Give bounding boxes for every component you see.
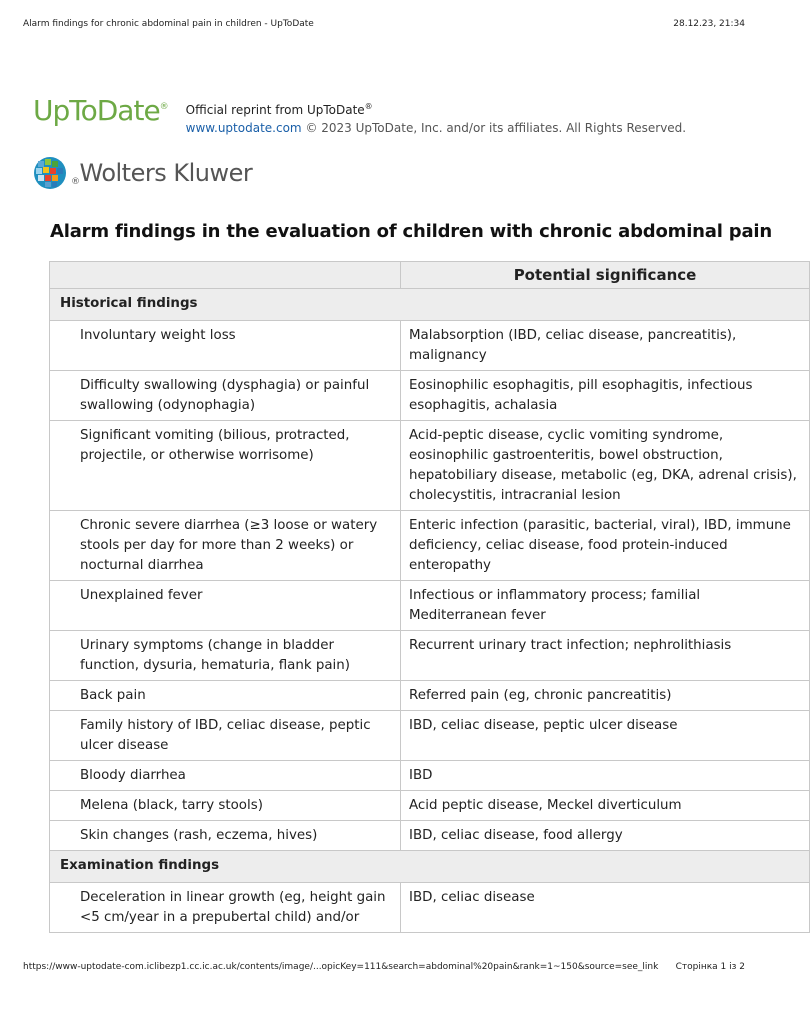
table-row — [50, 791, 810, 821]
print-footer-page: Сторінка 1 із 2 — [675, 962, 745, 972]
significance-cell: IBD, celiac disease, food allergy — [401, 821, 810, 851]
table-row — [50, 321, 810, 371]
uptodate-logo[interactable] — [33, 94, 168, 128]
finding-cell: Melena (black, tarry stools) — [50, 791, 401, 821]
table-row — [50, 681, 810, 711]
table-section-row — [50, 289, 810, 321]
table-row — [50, 511, 810, 581]
finding-cell: Bloody diarrhea — [50, 761, 401, 791]
section-heading: Historical findings — [50, 289, 810, 321]
wolters-kluwer-globe-icon — [33, 156, 67, 190]
finding-cell: Back pain — [50, 681, 401, 711]
significance-cell: Recurrent urinary tract infection; nephrolithiasis — [401, 631, 810, 681]
reprint-line: Official reprint from UpToDate — [185, 103, 365, 117]
uptodate-link[interactable]: www.uptodate.com — [185, 121, 302, 135]
copyright-text: © 2023 UpToDate, Inc. and/or its affiliates. All Rights Reserved. — [305, 121, 687, 135]
finding-cell: Unexplained fever — [50, 581, 401, 631]
table-row — [50, 371, 810, 421]
significance-cell: Acid peptic disease, Meckel diverticulum — [401, 791, 810, 821]
table-header-row — [50, 262, 810, 289]
significance-cell: IBD — [401, 761, 810, 791]
finding-cell: Involuntary weight loss — [50, 321, 401, 371]
significance-cell: Enteric infection (parasitic, bacterial, viral), IBD, immune deficiency, celiac disease, food protein-induced enteropathy — [401, 511, 810, 581]
finding-cell: Difficulty swallowing (dysphagia) or painful swallowing (odynophagia) — [50, 371, 401, 421]
significance-cell: Malabsorption (IBD, celiac disease, pancreatitis), malignancy — [401, 321, 810, 371]
finding-cell: Skin changes (rash, eczema, hives) — [50, 821, 401, 851]
wolters-kluwer-text — [71, 159, 252, 187]
reprint-mark: ® — [364, 102, 373, 111]
finding-cell: Urinary symptoms (change in bladder function, dysuria, hematuria, flank pain) — [50, 631, 401, 681]
publisher-name: Wolters Kluwer — [79, 159, 253, 187]
document-title: Alarm findings in the evaluation of children with chronic abdominal pain — [50, 221, 772, 242]
finding-cell: Significant vomiting (bilious, protracted, projectile, or otherwise worrisome) — [50, 421, 401, 511]
significance-cell: Acid-peptic disease, cyclic vomiting syndrome, eosinophilic gastroenteritis, bowel obstruction, hepatobiliary disease, metabolic (eg, DKA, adrenal crisis), cholecystitis, intracranial lesion — [401, 421, 810, 511]
table-row — [50, 581, 810, 631]
table-row — [50, 711, 810, 761]
significance-cell: Eosinophilic esophagitis, pill esophagitis, infectious esophagitis, achalasia — [401, 371, 810, 421]
table-row — [50, 631, 810, 681]
table-row — [50, 821, 810, 851]
finding-cell: Family history of IBD, celiac disease, peptic ulcer disease — [50, 711, 401, 761]
header-cell-finding — [50, 262, 401, 289]
table-row — [50, 761, 810, 791]
print-header-title: Alarm findings for chronic abdominal pain in children - UpToDate — [23, 19, 314, 29]
significance-cell: IBD, celiac disease — [401, 883, 810, 933]
alarm-findings-table — [49, 261, 810, 933]
header-cell-significance: Potential significance — [401, 262, 810, 289]
wolters-kluwer-logo — [33, 156, 252, 190]
finding-cell: Deceleration in linear growth (eg, height gain <5 cm/year in a prepubertal child) and/or — [50, 883, 401, 933]
reprint-notice — [186, 98, 686, 137]
brand-row — [33, 94, 686, 137]
print-header — [23, 19, 745, 29]
alarm-findings-table-container — [49, 261, 797, 945]
print-footer-url: https://www-uptodate-com.iclibezp1.cc.ic.ac.uk/contents/image/...opicKey=111&search=abdominal%20pain&rank=1~150&source=see_link — [23, 962, 659, 972]
significance-cell: Infectious or inflammatory process; familial Mediterranean fever — [401, 581, 810, 631]
significance-cell: IBD, celiac disease, peptic ulcer disease — [401, 711, 810, 761]
table-row — [50, 421, 810, 511]
significance-cell: Referred pain (eg, chronic pancreatitis) — [401, 681, 810, 711]
uptodate-logo-mark: ® — [159, 102, 168, 112]
table-row — [50, 883, 810, 933]
print-header-datetime: 28.12.23, 21:34 — [673, 19, 745, 29]
finding-cell: Chronic severe diarrhea (≥3 loose or watery stools per day for more than 2 weeks) or nocturnal diarrhea — [50, 511, 401, 581]
section-heading: Examination findings — [50, 851, 810, 883]
publisher-mark: ® — [71, 177, 80, 187]
table-section-row — [50, 851, 810, 883]
print-footer — [23, 962, 745, 972]
uptodate-logo-text: UpToDate — [33, 94, 160, 127]
